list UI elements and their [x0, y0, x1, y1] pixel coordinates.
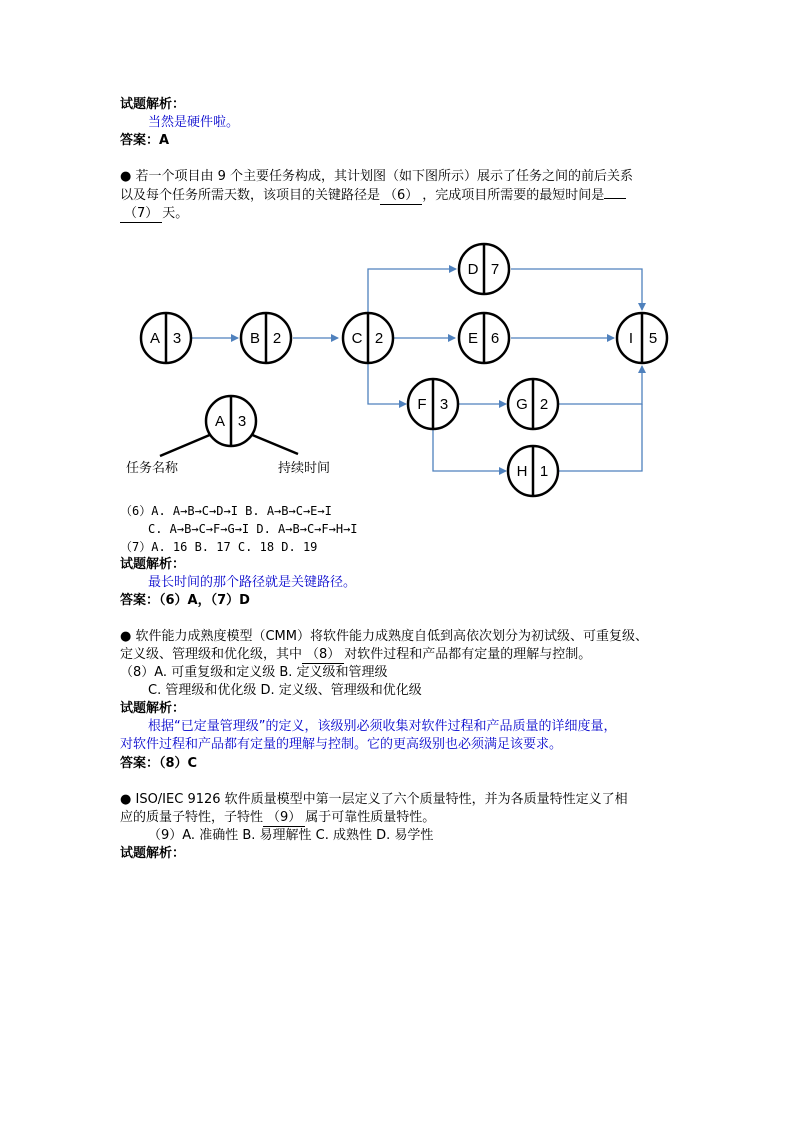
task-node-e — [459, 313, 509, 363]
bullet-icon: ● — [120, 169, 132, 184]
analysis-text-line1: 根据“已定量管理级”的定义，该级别必须收集对软件过程和产品质量的详细度量， — [148, 719, 617, 734]
edge-h-i — [559, 404, 642, 471]
network-diagram — [120, 238, 680, 500]
analysis-label: 试题解析： — [120, 846, 186, 861]
analysis-text: 最长时间的那个路径就是关键路径。 — [148, 575, 357, 590]
task-node-f — [408, 379, 458, 429]
question-stem-line2: 以及每个任务所需天数，该项目的关键路径是 （6） ，完成项目所需要的最短时间是 — [120, 187, 626, 205]
options-6-line2: C. A→B→C→F→G→I D. A→B→C→F→H→I — [148, 522, 358, 536]
task-days-label: 2 — [374, 330, 384, 347]
task-name-label: E — [467, 330, 479, 347]
task-days-label: 7 — [490, 261, 500, 278]
edge-d-i — [511, 269, 642, 310]
blank-8: （8） — [302, 647, 344, 664]
task-node-a — [141, 313, 191, 363]
question-stem-line2: 应的质量子特性，子特性 （9） 属于可靠性质量特性。 — [120, 810, 436, 825]
task-days-label: 2 — [539, 396, 549, 413]
task-name-label: A — [214, 413, 226, 430]
question-stem: ● ISO/IEC 9126 软件质量模型中第一层定义了六个质量特性，并为各质量特性定义了相 — [120, 792, 628, 807]
task-name-label: H — [516, 463, 528, 480]
blank-7: （7） — [120, 206, 162, 223]
task-node-d — [459, 244, 509, 294]
task-node-c — [343, 313, 393, 363]
task-node-b — [241, 313, 291, 363]
question-stem: ● 软件能力成熟度模型（CMM）将软件能力成熟度自低到高依次划分为初试级、可重复级、 — [120, 629, 648, 644]
edge-f-h — [433, 430, 506, 471]
analysis-label: 试题解析： — [120, 557, 186, 572]
question-stem-line2: 定义级、管理级和优化级，其中 （8） 对软件过程和产品都有定量的理解与控制。 — [120, 647, 592, 662]
options-8-line1: （8）A. 可重复级和定义级 B. 定义级和管理级 — [120, 665, 388, 680]
blank-9: （9） — [263, 810, 305, 827]
legend-name-caption: 任务名称 — [126, 461, 179, 476]
legend — [126, 396, 330, 476]
bullet-icon: ● — [120, 792, 132, 807]
bullet-icon: ● — [120, 629, 132, 644]
options-9: （9）A. 准确性 B. 易理解性 C. 成熟性 D. 易学性 — [148, 828, 434, 843]
answer: 答案：（8）C — [120, 756, 198, 771]
question-stem: ● 若一个项目由 9 个主要任务构成，其计划图（如下图所示）展示了任务之间的前后关系 — [120, 169, 634, 184]
legend-days-caption: 持续时间 — [278, 461, 331, 476]
options-7: （7）A. 16 B. 17 C. 18 D. 19 — [120, 540, 318, 554]
task-days-label: 3 — [237, 413, 247, 430]
task-days-label: 6 — [490, 330, 500, 347]
answer: 答案：（6）A，（7）D — [120, 593, 250, 608]
analysis-text: 当然是硬件啦。 — [148, 115, 240, 130]
blank-6: （6） — [380, 188, 422, 205]
task-node-i — [617, 313, 667, 363]
task-days-label: 2 — [272, 330, 282, 347]
analysis-label: 试题解析： — [120, 97, 186, 112]
task-name-label: D — [467, 261, 479, 278]
task-days-label: 1 — [539, 463, 549, 480]
options-6-line1: （6）A. A→B→C→D→I B. A→B→C→E→I — [120, 504, 332, 518]
task-name-label: I — [628, 330, 634, 347]
task-nodes — [141, 244, 667, 496]
task-days-label: 5 — [648, 330, 658, 347]
edge-c-f — [368, 364, 406, 404]
answer: 答案：A — [120, 133, 170, 148]
edge-g-i — [559, 366, 642, 404]
edge-c-d — [368, 269, 456, 312]
task-node-h — [508, 446, 558, 496]
task-days-label: 3 — [172, 330, 182, 347]
legend-node — [206, 396, 256, 446]
task-name-label: C — [351, 330, 363, 347]
task-days-label: 3 — [439, 396, 449, 413]
task-node-g — [508, 379, 558, 429]
options-8-line2: C. 管理级和优化级 D. 定义级、管理级和优化级 — [148, 683, 422, 698]
analysis-text-line2: 对软件过程和产品都有定量的理解与控制。它的更高级别也必须满足该要求。 — [120, 737, 563, 752]
task-name-label: B — [249, 330, 261, 347]
task-name-label: G — [516, 396, 528, 413]
question-stem-line3: （7） 天。 — [120, 205, 188, 223]
task-name-label: A — [149, 330, 161, 347]
analysis-label: 试题解析： — [120, 701, 186, 716]
task-name-label: F — [417, 396, 427, 413]
